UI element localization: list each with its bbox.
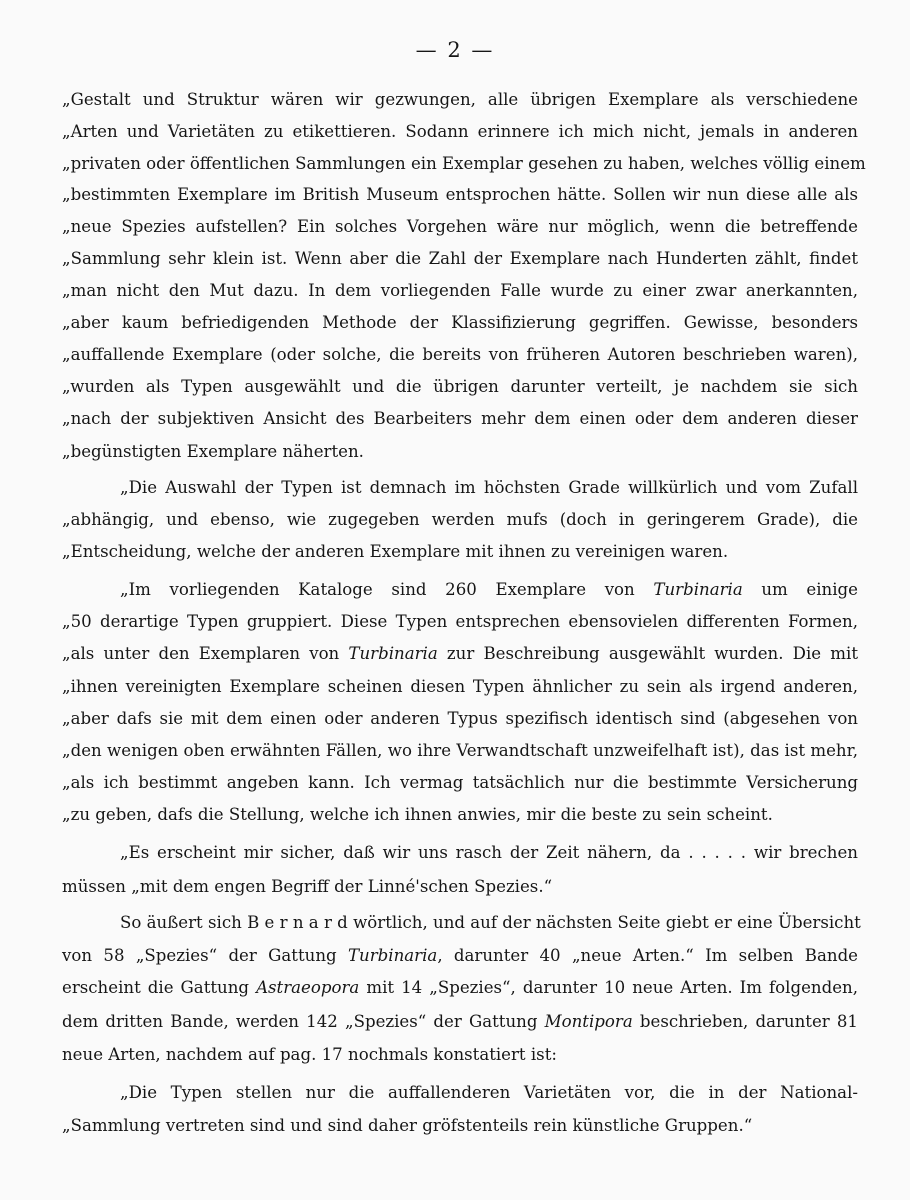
text-line xyxy=(62,707,858,731)
text-line xyxy=(62,120,858,144)
text-run: „auffallende Exemplare (oder solche, die bereits von früheren Autoren beschrieben waren), xyxy=(62,345,858,364)
text-run: „Entscheidung, welche der anderen Exemplare mit ihnen zu vereinigen waren. xyxy=(62,542,729,561)
text-line xyxy=(62,343,858,367)
text-line xyxy=(62,803,858,827)
text-run: „abhängig, und ebenso, wie zugegeben werden mufs (doch in geringerem Grade), die xyxy=(62,510,858,529)
text-run: So äußert sich B e r n a r d wörtlich, und auf der nächsten Seite giebt er eine Übersicht xyxy=(120,913,861,932)
text-run: „Die Auswahl der Typen ist demnach im höchsten Grade willkürlich und vom Zufall xyxy=(120,478,858,497)
text-run: „privaten oder öffentlichen Sammlungen ein Exemplar gesehen zu haben, welches völlig einem xyxy=(62,154,866,173)
text-line xyxy=(62,247,858,271)
text-run: „den wenigen oben erwähnten Fällen, wo ihre Verwandtschaft unzweifelhaft ist), das ist mehr, xyxy=(62,741,858,760)
text-line xyxy=(62,675,858,699)
italic-term: Turbinaria xyxy=(348,644,438,663)
text-line xyxy=(62,610,858,634)
italic-term: Turbinaria xyxy=(347,946,438,965)
text-line xyxy=(62,944,858,968)
text-run: „bestimmten Exemplare im British Museum entsprochen hätte. Sollen wir nun diese alle als xyxy=(62,185,858,204)
text-line xyxy=(62,152,866,176)
text-run: „Sammlung vertreten sind und sind daher gröfstenteils rein künstliche Gruppen.“ xyxy=(62,1116,753,1135)
text-line xyxy=(120,1081,858,1105)
text-run: „als unter den Exemplaren von xyxy=(62,644,349,663)
text-run: um einige xyxy=(742,580,858,599)
text-run: , darunter 40 „neue Arten.“ Im selben Bande xyxy=(437,946,859,965)
text-run: „Im vorliegenden Kataloge sind 260 Exemplare von xyxy=(120,580,654,599)
text-run: müssen „mit dem engen Begriff der Linné'schen Spezies.“ xyxy=(62,877,553,896)
text-run: „ihnen vereinigten Exemplare scheinen diesen Typen ähnlicher zu sein als irgend anderen, xyxy=(62,677,858,696)
text-line xyxy=(62,875,858,899)
text-run: „man nicht den Mut dazu. In dem vorliegenden Falle wurde zu einer zwar anerkannten, xyxy=(62,281,858,300)
text-line xyxy=(62,739,858,763)
page-number: — 2 — xyxy=(415,38,495,62)
text-line xyxy=(62,375,858,399)
text-run: dem dritten Bande, werden 142 „Spezies“ der Gattung xyxy=(62,1012,545,1031)
text-run: beschrieben, darunter 81 xyxy=(632,1012,858,1031)
italic-term: Montipora xyxy=(544,1012,633,1031)
text-line xyxy=(62,1010,858,1034)
text-line xyxy=(120,476,858,500)
text-run: „Die Typen stellen nur die auffallenderen Varietäten vor, die in der National- xyxy=(120,1083,858,1102)
text-run: erscheint die Gattung xyxy=(62,978,257,997)
text-line xyxy=(62,183,858,207)
text-line xyxy=(62,642,858,666)
text-line xyxy=(62,407,858,431)
text-run: mit 14 „Spezies“, darunter 10 neue Arten. Im folgenden, xyxy=(359,978,858,997)
text-line xyxy=(120,841,858,865)
text-line xyxy=(62,88,858,112)
text-run: „50 derartige Typen gruppiert. Diese Typen entsprechen ebensovielen differenten Formen, xyxy=(62,612,858,631)
text-run: zur Beschreibung ausgewählt wurden. Die mit xyxy=(437,644,858,663)
text-line xyxy=(62,440,858,464)
text-run: „Arten und Varietäten zu etikettieren. Sodann erinnere ich mich nicht, jemals in anderen xyxy=(62,122,858,141)
text-run: „Gestalt und Struktur wären wir gezwungen, alle übrigen Exemplare als verschiedene xyxy=(62,90,858,109)
text-line xyxy=(62,311,858,335)
text-run: von 58 „Spezies“ der Gattung xyxy=(62,946,348,965)
text-line xyxy=(62,540,858,564)
text-line xyxy=(62,976,858,1000)
text-run: „begünstigten Exemplare näherten. xyxy=(62,442,364,461)
text-run: „Sammlung sehr klein ist. Wenn aber die Zahl der Exemplare nach Hunderten zählt, findet xyxy=(62,249,858,268)
text-run: „zu geben, dafs die Stellung, welche ich ihnen anwies, mir die beste zu sein scheint. xyxy=(62,805,773,824)
italic-term: Turbinaria xyxy=(653,580,743,599)
text-run: neue Arten, nachdem auf pag. 17 nochmals konstatiert ist: xyxy=(62,1045,557,1064)
text-run: „aber kaum befriedigenden Methode der Klassifizierung gegriffen. Gewisse, besonders xyxy=(62,313,858,332)
text-run: „wurden als Typen ausgewählt und die übrigen darunter verteilt, je nachdem sie sich xyxy=(62,377,858,396)
text-line xyxy=(120,911,861,935)
text-line xyxy=(62,279,858,303)
text-line xyxy=(62,508,858,532)
text-line xyxy=(62,1114,858,1138)
text-run: „als ich bestimmt angeben kann. Ich vermag tatsächlich nur die bestimmte Versicherung xyxy=(62,773,858,792)
text-line xyxy=(120,578,858,602)
text-line xyxy=(62,215,858,239)
text-run: „nach der subjektiven Ansicht des Bearbeiters mehr dem einen oder dem anderen dieser xyxy=(62,409,858,428)
text-line xyxy=(62,771,858,795)
text-run: „aber dafs sie mit dem einen oder anderen Typus spezifisch identisch sind (abgesehen von xyxy=(62,709,858,728)
text-run: „neue Spezies aufstellen? Ein solches Vorgehen wäre nur möglich, wenn die betreffende xyxy=(62,217,858,236)
text-run: „Es erscheint mir sicher, daß wir uns rasch der Zeit nähern, da . . . . . wir brechen xyxy=(120,843,858,862)
text-line xyxy=(62,1043,858,1067)
italic-term: Astraeopora xyxy=(256,978,360,997)
